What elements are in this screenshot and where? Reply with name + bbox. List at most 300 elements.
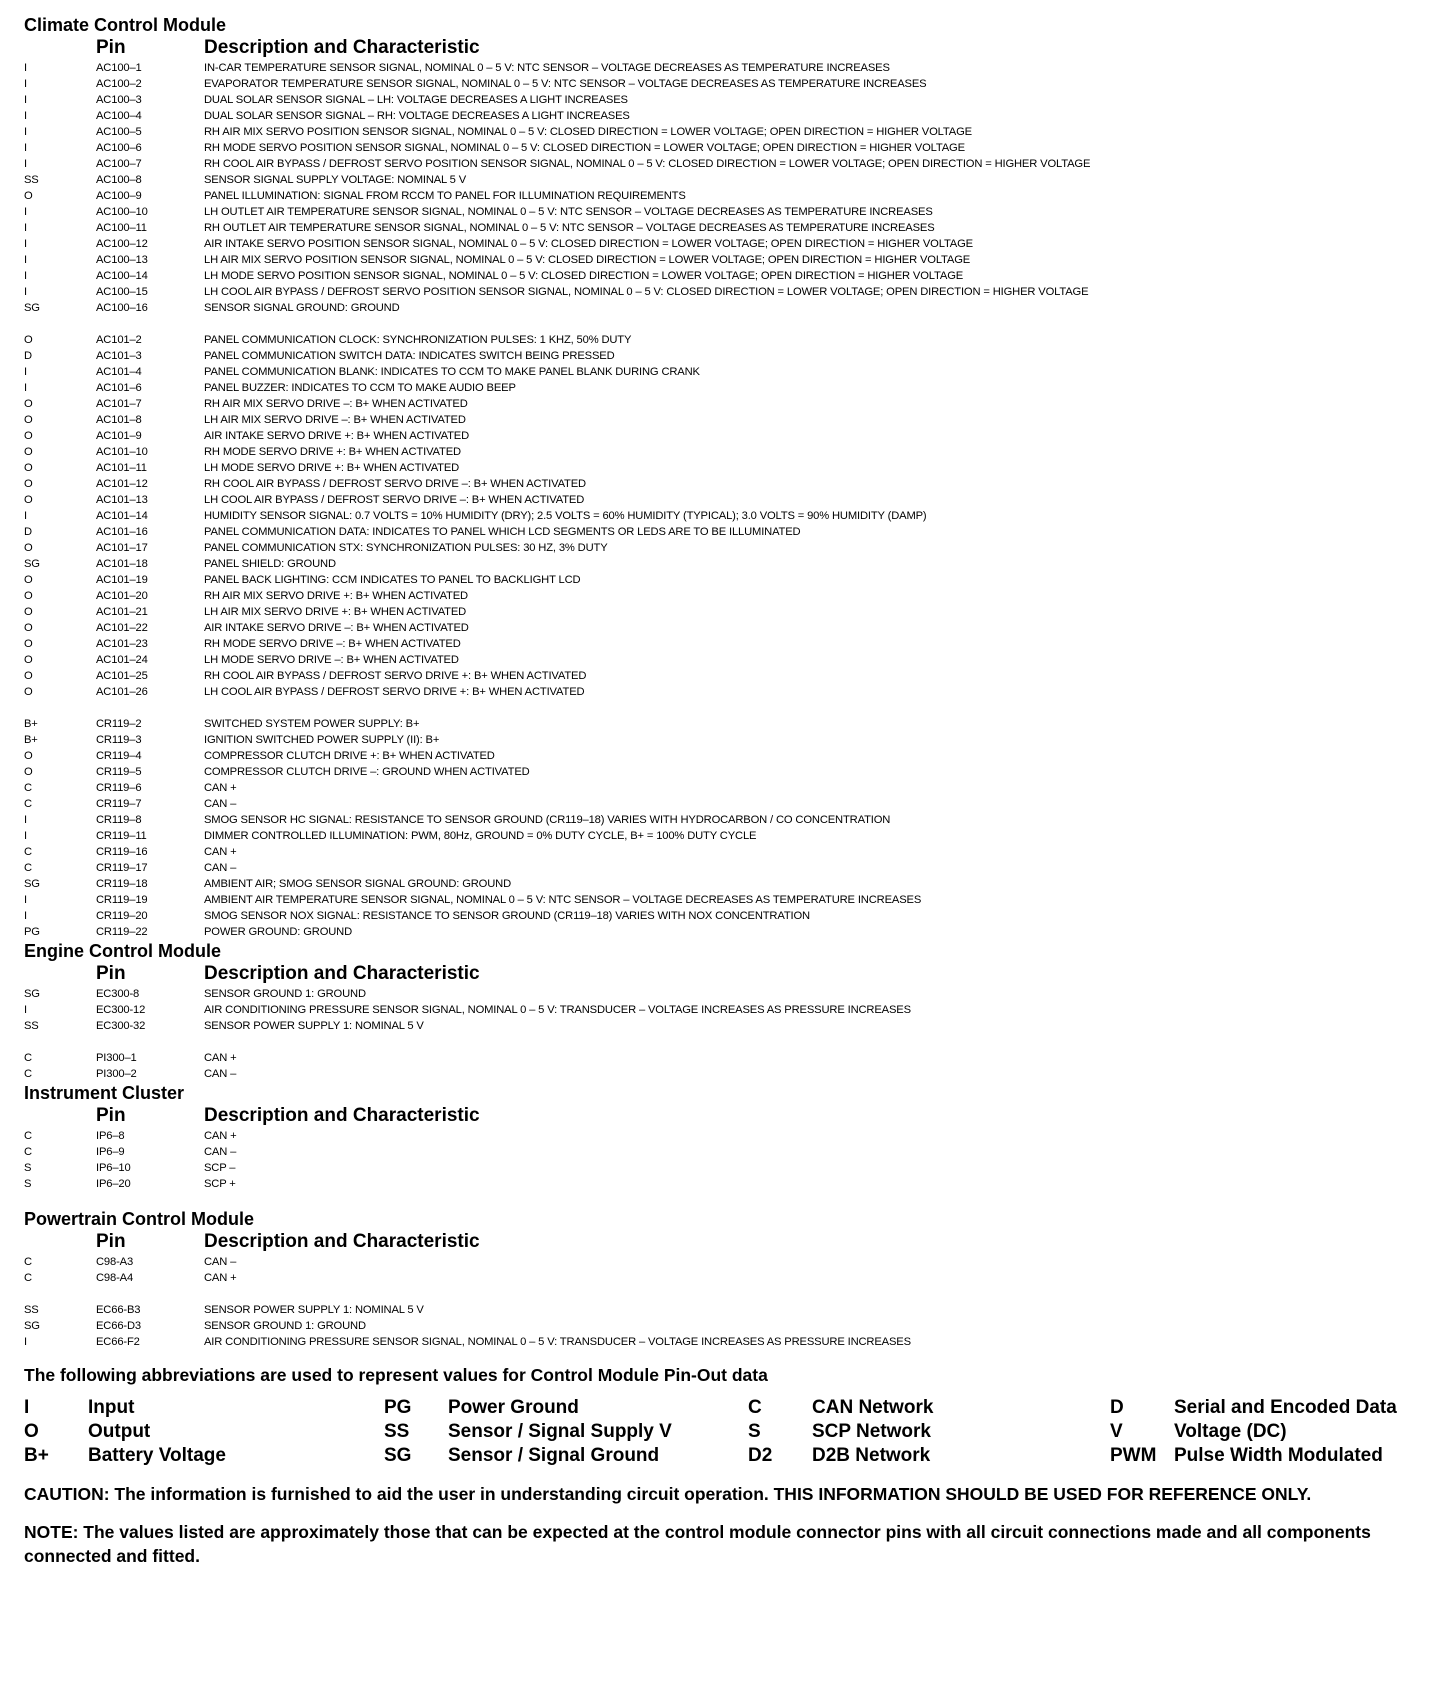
signal-type: I <box>24 126 27 138</box>
pin-description: AIR CONDITIONING PRESSURE SENSOR SIGNAL, NOMINAL 0 – 5 V: TRANSDUCER – VOLTAGE INCREASES AS PRESSURE INCREASES <box>204 1336 911 1348</box>
signal-type: S <box>24 1178 32 1190</box>
pin-row <box>24 668 1434 684</box>
signal-type: O <box>24 494 33 506</box>
pin-id: AC100–10 <box>96 206 148 218</box>
pin-description: PANEL BACK LIGHTING: CCM INDICATES TO PANEL TO BACKLIGHT LCD <box>204 574 581 586</box>
pin-description: EVAPORATOR TEMPERATURE SENSOR SIGNAL, NOMINAL 0 – 5 V: NTC SENSOR – VOLTAGE DECREASES AS TEMPERATURE INCREASES <box>204 78 927 90</box>
pin-description: CAN + <box>204 1052 237 1064</box>
signal-type: I <box>24 910 27 922</box>
pin-description: RH COOL AIR BYPASS / DEFROST SERVO DRIVE +: B+ WHEN ACTIVATED <box>204 670 587 682</box>
pin-row <box>24 220 1434 236</box>
pin-id: IP6–9 <box>96 1146 125 1158</box>
pin-row <box>24 1144 1434 1160</box>
caution-text: CAUTION: The information is furnished to aid the user in understanding circuit operation. THIS INFORMATION SHOULD BE USED FOR REFERENCE ONLY. <box>24 1484 1312 1504</box>
pin-id: C98-A4 <box>96 1272 134 1284</box>
pin-description: LH OUTLET AIR TEMPERATURE SENSOR SIGNAL, NOMINAL 0 – 5 V: NTC SENSOR – VOLTAGE DECREASES AS TEMPERATURE INCREASES <box>204 206 933 218</box>
pin-row <box>24 764 1434 780</box>
pin-row <box>24 1254 1434 1270</box>
pin-description: CAN + <box>204 1130 237 1142</box>
pin-id: PI300–2 <box>96 1068 137 1080</box>
pin-row <box>24 396 1434 412</box>
row-spacer <box>24 316 1434 332</box>
pin-description: AMBIENT AIR TEMPERATURE SENSOR SIGNAL, NOMINAL 0 – 5 V: NTC SENSOR – VOLTAGE DECREASES AS TEMPERATURE INCREASES <box>204 894 922 906</box>
signal-type: I <box>24 366 27 378</box>
signal-type: SG <box>24 988 40 1000</box>
pin-row <box>24 412 1434 428</box>
signal-type: I <box>24 94 27 106</box>
abbreviation-code: S <box>748 1421 761 1442</box>
pin-id: AC101–19 <box>96 574 148 586</box>
description-column-header: Description and Characteristic <box>204 1231 480 1252</box>
module-section <box>24 1082 1434 1208</box>
pin-description: LH COOL AIR BYPASS / DEFROST SERVO DRIVE +: B+ WHEN ACTIVATED <box>204 686 585 698</box>
pin-description: LH AIR MIX SERVO POSITION SENSOR SIGNAL, NOMINAL 0 – 5 V: CLOSED DIRECTION = LOWER VOLTAGE; OPEN DIRECTION = HIGHER VOLTAGE <box>204 254 971 266</box>
pin-description: COMPRESSOR CLUTCH DRIVE +: B+ WHEN ACTIVATED <box>204 750 495 762</box>
pin-description: CAN – <box>204 1256 237 1268</box>
pin-id: IP6–20 <box>96 1178 131 1190</box>
pin-row <box>24 876 1434 892</box>
pin-description: RH COOL AIR BYPASS / DEFROST SERVO POSITION SENSOR SIGNAL, NOMINAL 0 – 5 V: CLOSED DIRECTION = LOWER VOLTAGE; OPEN DIRECTION = HIGHER VOLTAGE <box>204 158 1091 170</box>
signal-type: C <box>24 1052 32 1064</box>
pin-description: LH MODE SERVO DRIVE +: B+ WHEN ACTIVATED <box>204 462 460 474</box>
signal-type: O <box>24 334 33 346</box>
module-title: Instrument Cluster <box>24 1083 185 1103</box>
pin-id: AC101–9 <box>96 430 142 442</box>
pin-id: EC300-8 <box>96 988 140 1000</box>
abbreviation-code: D <box>1110 1397 1124 1418</box>
pin-description: CAN – <box>204 1068 237 1080</box>
description-column-header: Description and Characteristic <box>204 963 480 984</box>
signal-type: S <box>24 1162 32 1174</box>
pin-description: LH MODE SERVO DRIVE –: B+ WHEN ACTIVATED <box>204 654 459 666</box>
pin-description: PANEL BUZZER: INDICATES TO CCM TO MAKE AUDIO BEEP <box>204 382 516 394</box>
pin-id: AC101–24 <box>96 654 148 666</box>
pin-description: RH AIR MIX SERVO DRIVE +: B+ WHEN ACTIVATED <box>204 590 468 602</box>
row-spacer <box>24 700 1434 716</box>
pin-id: AC101–23 <box>96 638 148 650</box>
pin-description: PANEL COMMUNICATION STX: SYNCHRONIZATION PULSES: 30 HZ, 3% DUTY <box>204 542 608 554</box>
pin-row <box>24 556 1434 572</box>
signal-type: I <box>24 1004 27 1016</box>
pin-row <box>24 1018 1434 1034</box>
pin-row <box>24 1302 1434 1318</box>
type-column-spacer <box>24 1230 96 1254</box>
pin-id: AC101–18 <box>96 558 148 570</box>
pin-id: AC101–8 <box>96 414 142 426</box>
signal-type: SG <box>24 302 40 314</box>
pin-row <box>24 812 1434 828</box>
pin-id: AC100–6 <box>96 142 142 154</box>
pin-row <box>24 924 1434 940</box>
pin-id: AC101–22 <box>96 622 148 634</box>
pin-id: EC66-D3 <box>96 1320 141 1332</box>
pin-row <box>24 780 1434 796</box>
pin-description: AMBIENT AIR; SMOG SENSOR SIGNAL GROUND: GROUND <box>204 878 512 890</box>
pin-description: SENSOR POWER SUPPLY 1: NOMINAL 5 V <box>204 1304 424 1316</box>
signal-type: I <box>24 830 27 842</box>
pin-column-header: Pin <box>96 37 126 58</box>
pin-row <box>24 636 1434 652</box>
module-title: Engine Control Module <box>24 941 221 961</box>
pin-id: AC101–11 <box>96 462 147 474</box>
pin-row <box>24 268 1434 284</box>
pin-id: AC101–26 <box>96 686 148 698</box>
signal-type: I <box>24 270 27 282</box>
signal-type: D <box>24 526 32 538</box>
pin-description: RH AIR MIX SERVO DRIVE –: B+ WHEN ACTIVATED <box>204 398 468 410</box>
signal-type: SS <box>24 174 39 186</box>
pin-row <box>24 188 1434 204</box>
pin-description: CAN + <box>204 1272 237 1284</box>
pin-id: AC100–14 <box>96 270 148 282</box>
signal-type: I <box>24 382 27 394</box>
pin-row <box>24 380 1434 396</box>
signal-type: O <box>24 766 33 778</box>
pin-description: RH COOL AIR BYPASS / DEFROST SERVO DRIVE –: B+ WHEN ACTIVATED <box>204 478 586 490</box>
pin-id: CR119–17 <box>96 862 148 874</box>
pin-row <box>24 172 1434 188</box>
pin-description: SENSOR SIGNAL SUPPLY VOLTAGE: NOMINAL 5 V <box>204 174 467 186</box>
pin-description: AIR INTAKE SERVO DRIVE +: B+ WHEN ACTIVATED <box>204 430 470 442</box>
pin-id: AC100–5 <box>96 126 142 138</box>
signal-type: SS <box>24 1020 39 1032</box>
signal-type: O <box>24 638 33 650</box>
signal-type: O <box>24 398 33 410</box>
pin-row <box>24 284 1434 300</box>
pin-id: EC66-B3 <box>96 1304 141 1316</box>
type-column-spacer <box>24 962 96 986</box>
pin-row <box>24 92 1434 108</box>
signal-type: B+ <box>24 718 38 730</box>
pin-id: AC101–13 <box>96 494 148 506</box>
signal-type: I <box>24 110 27 122</box>
pin-row <box>24 1270 1434 1286</box>
pin-id: AC100–16 <box>96 302 148 314</box>
signal-type: O <box>24 670 33 682</box>
pin-id: AC101–25 <box>96 670 148 682</box>
pin-id: CR119–16 <box>96 846 148 858</box>
pin-id: CR119–18 <box>96 878 148 890</box>
pin-description: CAN – <box>204 798 237 810</box>
pin-id: AC100–2 <box>96 78 142 90</box>
pin-id: CR119–2 <box>96 718 142 730</box>
pin-row <box>24 844 1434 860</box>
pin-id: PI300–1 <box>96 1052 137 1064</box>
pin-row <box>24 140 1434 156</box>
signal-type: SG <box>24 878 40 890</box>
abbreviations-title: The following abbreviations are used to represent values for Control Module Pin-Out data <box>24 1365 768 1385</box>
pin-id: AC100–1 <box>96 62 142 74</box>
signal-type: O <box>24 574 33 586</box>
pin-id: AC100–3 <box>96 94 142 106</box>
pin-row <box>24 508 1434 524</box>
signal-type: I <box>24 238 27 250</box>
pin-description: SCP – <box>204 1162 236 1174</box>
pin-row <box>24 1176 1434 1192</box>
pin-id: CR119–5 <box>96 766 142 778</box>
signal-type: SG <box>24 558 40 570</box>
signal-type: I <box>24 142 27 154</box>
pin-row <box>24 1050 1434 1066</box>
pin-description: POWER GROUND: GROUND <box>204 926 353 938</box>
pin-description: SENSOR GROUND 1: GROUND <box>204 988 366 1000</box>
pin-id: AC101–21 <box>96 606 148 618</box>
pin-id: AC101–17 <box>96 542 148 554</box>
pin-description: AIR CONDITIONING PRESSURE SENSOR SIGNAL, NOMINAL 0 – 5 V: TRANSDUCER – VOLTAGE INCREASES AS PRESSURE INCREASES <box>204 1004 911 1016</box>
pinout-document <box>24 14 1434 1568</box>
pin-id: AC100–11 <box>96 222 147 234</box>
pin-description: AIR INTAKE SERVO DRIVE –: B+ WHEN ACTIVATED <box>204 622 469 634</box>
abbreviation-code: PWM <box>1110 1445 1157 1466</box>
pin-description: CAN – <box>204 1146 237 1158</box>
pin-row <box>24 828 1434 844</box>
pin-row <box>24 1066 1434 1082</box>
pin-id: CR119–19 <box>96 894 148 906</box>
description-column-header: Description and Characteristic <box>204 37 480 58</box>
abbreviation-code: I <box>24 1397 30 1418</box>
pin-description: RH MODE SERVO DRIVE –: B+ WHEN ACTIVATED <box>204 638 461 650</box>
signal-type: C <box>24 1068 32 1080</box>
pin-description: CAN + <box>204 846 237 858</box>
abbreviation-meaning: Voltage (DC) <box>1174 1421 1287 1442</box>
pin-description: COMPRESSOR CLUTCH DRIVE –: GROUND WHEN ACTIVATED <box>204 766 530 778</box>
pin-row <box>24 156 1434 172</box>
pin-description: RH MODE SERVO DRIVE +: B+ WHEN ACTIVATED <box>204 446 461 458</box>
signal-type: SG <box>24 1320 40 1332</box>
pin-column-header: Pin <box>96 963 126 984</box>
pin-id: EC300-12 <box>96 1004 146 1016</box>
pin-description: IGNITION SWITCHED POWER SUPPLY (II): B+ <box>204 734 440 746</box>
pin-row <box>24 124 1434 140</box>
pin-description: DIMMER CONTROLLED ILLUMINATION: PWM, 80Hz, GROUND = 0% DUTY CYCLE, B+ = 100% DUTY CYCLE <box>204 830 757 842</box>
pin-id: AC101–12 <box>96 478 148 490</box>
pin-id: AC101–2 <box>96 334 142 346</box>
description-column-header: Description and Characteristic <box>204 1105 480 1126</box>
pin-row <box>24 1128 1434 1144</box>
signal-type: C <box>24 1130 32 1142</box>
signal-type: O <box>24 750 33 762</box>
pin-description: PANEL COMMUNICATION DATA: INDICATES TO PANEL WHICH LCD SEGMENTS OR LEDS ARE TO BE ILLUMINATED <box>204 526 801 538</box>
module-title: Climate Control Module <box>24 15 226 35</box>
pin-row <box>24 986 1434 1002</box>
module-section <box>24 1208 1434 1350</box>
signal-type: C <box>24 846 32 858</box>
pin-description: CAN + <box>204 782 237 794</box>
signal-type: O <box>24 414 33 426</box>
signal-type: I <box>24 286 27 298</box>
pin-description: PANEL COMMUNICATION CLOCK: SYNCHRONIZATION PULSES: 1 KHZ, 50% DUTY <box>204 334 632 346</box>
signal-type: C <box>24 1146 32 1158</box>
pin-description: DUAL SOLAR SENSOR SIGNAL – RH: VOLTAGE DECREASES A LIGHT INCREASES <box>204 110 630 122</box>
abbreviation-code: C <box>748 1397 762 1418</box>
row-spacer <box>24 1286 1434 1302</box>
pin-row <box>24 524 1434 540</box>
pin-id: CR119–7 <box>96 798 142 810</box>
pin-description: IN-CAR TEMPERATURE SENSOR SIGNAL, NOMINAL 0 – 5 V: NTC SENSOR – VOLTAGE DECREASES AS TEMPERATURE INCREASES <box>204 62 890 74</box>
signal-type: I <box>24 222 27 234</box>
pin-row <box>24 204 1434 220</box>
pin-row <box>24 236 1434 252</box>
pin-description: LH COOL AIR BYPASS / DEFROST SERVO POSITION SENSOR SIGNAL, NOMINAL 0 – 5 V: CLOSED DIRECTION = LOWER VOLTAGE; OPEN DIRECTION = HIGHER VOLTAGE <box>204 286 1089 298</box>
pin-row <box>24 76 1434 92</box>
pin-id: AC100–15 <box>96 286 148 298</box>
signal-type: I <box>24 894 27 906</box>
abbreviation-code: O <box>24 1421 39 1442</box>
pin-row <box>24 1002 1434 1018</box>
pin-row <box>24 684 1434 700</box>
pin-column-header: Pin <box>96 1105 126 1126</box>
pin-column-header: Pin <box>96 1231 126 1252</box>
signal-type: O <box>24 686 33 698</box>
pin-id: CR119–11 <box>96 830 147 842</box>
abbreviation-meaning: Input <box>88 1397 135 1418</box>
signal-type: O <box>24 430 33 442</box>
pin-row <box>24 1160 1434 1176</box>
pin-description: PANEL ILLUMINATION: SIGNAL FROM RCCM TO PANEL FOR ILLUMINATION REQUIREMENTS <box>204 190 686 202</box>
column-header <box>24 962 1434 986</box>
signal-type: O <box>24 542 33 554</box>
pin-id: AC101–3 <box>96 350 142 362</box>
pin-row <box>24 588 1434 604</box>
pin-row <box>24 796 1434 812</box>
abbreviation-meaning: D2B Network <box>812 1445 931 1466</box>
signal-type: O <box>24 190 33 202</box>
column-header <box>24 36 1434 60</box>
pin-description: RH MODE SERVO POSITION SENSOR SIGNAL, NOMINAL 0 – 5 V: CLOSED DIRECTION = LOWER VOLTAGE; OPEN DIRECTION = HIGHER VOLTAGE <box>204 142 965 154</box>
pin-id: C98-A3 <box>96 1256 134 1268</box>
abbreviations-table <box>24 1396 1434 1468</box>
abbreviation-code: B+ <box>24 1445 49 1466</box>
pin-id: CR119–22 <box>96 926 148 938</box>
pin-row <box>24 108 1434 124</box>
signal-type: C <box>24 1272 32 1284</box>
abbreviation-code: SG <box>384 1445 412 1466</box>
pin-description: PANEL SHIELD: GROUND <box>204 558 336 570</box>
pin-id: AC100–7 <box>96 158 142 170</box>
column-header <box>24 1230 1434 1254</box>
pin-description: RH AIR MIX SERVO POSITION SENSOR SIGNAL, NOMINAL 0 – 5 V: CLOSED DIRECTION = LOWER VOLTAGE; OPEN DIRECTION = HIGHER VOLTAGE <box>204 126 972 138</box>
abbreviation-meaning: Output <box>88 1421 151 1442</box>
pin-description: LH AIR MIX SERVO DRIVE –: B+ WHEN ACTIVATED <box>204 414 466 426</box>
pin-row <box>24 364 1434 380</box>
row-spacer <box>24 1034 1434 1050</box>
pin-row <box>24 428 1434 444</box>
pin-row <box>24 492 1434 508</box>
pin-row <box>24 460 1434 476</box>
pin-id: CR119–6 <box>96 782 142 794</box>
signal-type: O <box>24 478 33 490</box>
signal-type: I <box>24 206 27 218</box>
pin-id: AC100–4 <box>96 110 142 122</box>
pin-id: AC101–14 <box>96 510 148 522</box>
pin-row <box>24 748 1434 764</box>
signal-type: I <box>24 1336 27 1348</box>
module-section <box>24 940 1434 1082</box>
pin-id: AC100–8 <box>96 174 142 186</box>
pin-row <box>24 732 1434 748</box>
signal-type: O <box>24 590 33 602</box>
signal-type: I <box>24 78 27 90</box>
note-text: NOTE: The values listed are approximately those that can be expected at the control module connector pins with all circuit connections made and all components connected and fitted. <box>24 1522 1371 1566</box>
pin-id: CR119–3 <box>96 734 142 746</box>
abbreviation-meaning: SCP Network <box>812 1421 931 1442</box>
pin-row <box>24 476 1434 492</box>
pin-row <box>24 908 1434 924</box>
abbreviation-meaning: CAN Network <box>812 1397 934 1418</box>
pin-description: LH COOL AIR BYPASS / DEFROST SERVO DRIVE –: B+ WHEN ACTIVATED <box>204 494 585 506</box>
signal-type: D <box>24 350 32 362</box>
pin-description: AIR INTAKE SERVO POSITION SENSOR SIGNAL, NOMINAL 0 – 5 V: CLOSED DIRECTION = LOWER VOLTAGE; OPEN DIRECTION = HIGHER VOLTAGE <box>204 238 973 250</box>
type-column-spacer <box>24 36 96 60</box>
pin-row <box>24 652 1434 668</box>
signal-type: I <box>24 62 27 74</box>
pin-id: CR119–4 <box>96 750 142 762</box>
pin-description: SCP + <box>204 1178 236 1190</box>
abbreviation-meaning: Pulse Width Modulated <box>1174 1445 1383 1466</box>
abbreviation-code: V <box>1110 1421 1123 1442</box>
pin-row <box>24 892 1434 908</box>
signal-type: O <box>24 654 33 666</box>
column-header <box>24 1104 1434 1128</box>
pin-id: CR119–20 <box>96 910 148 922</box>
pin-id: AC101–20 <box>96 590 148 602</box>
pin-description: SMOG SENSOR NOX SIGNAL: RESISTANCE TO SENSOR GROUND (CR119–18) VARIES WITH NOX CONCENTRATION <box>204 910 810 922</box>
abbreviation-code: PG <box>384 1397 412 1418</box>
signal-type: I <box>24 254 27 266</box>
modules-container <box>24 14 1434 1350</box>
pin-id: AC101–7 <box>96 398 142 410</box>
type-column-spacer <box>24 1104 96 1128</box>
pin-id: CR119–8 <box>96 814 142 826</box>
pin-description: LH MODE SERVO POSITION SENSOR SIGNAL, NOMINAL 0 – 5 V: CLOSED DIRECTION = LOWER VOLTAGE; OPEN DIRECTION = HIGHER VOLTAGE <box>204 270 964 282</box>
abbreviation-meaning: Power Ground <box>448 1397 579 1418</box>
signal-type: C <box>24 862 32 874</box>
module-title: Powertrain Control Module <box>24 1209 255 1229</box>
abbreviation-meaning: Serial and Encoded Data <box>1174 1397 1397 1418</box>
pin-description: PANEL COMMUNICATION BLANK: INDICATES TO CCM TO MAKE PANEL BLANK DURING CRANK <box>204 366 700 378</box>
signal-type: B+ <box>24 734 38 746</box>
pin-row <box>24 604 1434 620</box>
pin-id: EC300-32 <box>96 1020 146 1032</box>
pin-description: SENSOR GROUND 1: GROUND <box>204 1320 366 1332</box>
module-section <box>24 14 1434 940</box>
pin-row <box>24 716 1434 732</box>
pin-row <box>24 620 1434 636</box>
pin-row <box>24 60 1434 76</box>
signal-type: O <box>24 606 33 618</box>
pin-description: SWITCHED SYSTEM POWER SUPPLY: B+ <box>204 718 420 730</box>
pin-row <box>24 300 1434 316</box>
signal-type: C <box>24 782 32 794</box>
pin-row <box>24 1318 1434 1334</box>
signal-type: I <box>24 158 27 170</box>
abbreviation-meaning: Sensor / Signal Supply V <box>448 1421 672 1442</box>
signal-type: C <box>24 798 32 810</box>
pin-id: AC101–10 <box>96 446 148 458</box>
pin-id: AC100–12 <box>96 238 148 250</box>
abbreviation-code: D2 <box>748 1445 773 1466</box>
pin-description: SENSOR POWER SUPPLY 1: NOMINAL 5 V <box>204 1020 424 1032</box>
pin-row <box>24 348 1434 364</box>
signal-type: O <box>24 622 33 634</box>
pin-row <box>24 444 1434 460</box>
pin-id: AC100–13 <box>96 254 148 266</box>
pin-description: PANEL COMMUNICATION SWITCH DATA: INDICATES SWITCH BEING PRESSED <box>204 350 615 362</box>
pin-description: RH OUTLET AIR TEMPERATURE SENSOR SIGNAL, NOMINAL 0 – 5 V: NTC SENSOR – VOLTAGE DECREASES AS TEMPERATURE INCREASES <box>204 222 935 234</box>
signal-type: C <box>24 1256 32 1268</box>
signal-type: O <box>24 446 33 458</box>
abbreviation-meaning: Battery Voltage <box>88 1445 226 1466</box>
